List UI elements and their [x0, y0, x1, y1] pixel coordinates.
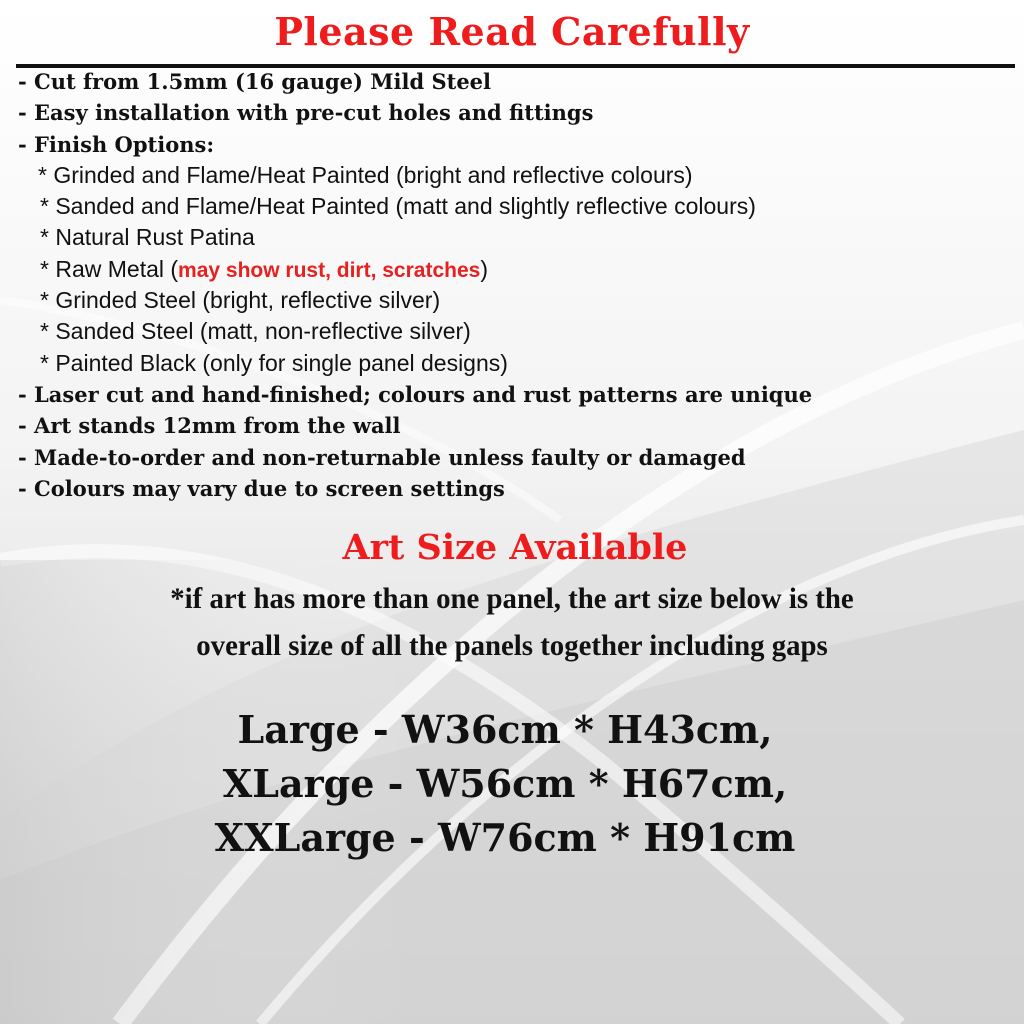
- finish-option-item: * Sanded and Flame/Heat Painted (matt and slightly reflective colours): [40, 193, 756, 220]
- panel-size-note-line: overall size of all the panels together including gaps: [196, 629, 828, 662]
- size-large: Large - W36cm * H43cm,: [237, 707, 773, 752]
- feature-material: - Cut from 1.5mm (16 gauge) Mild Steel: [18, 69, 492, 94]
- finish-option-item: * Painted Black (only for single panel designs): [40, 349, 508, 376]
- sizes-title: Art Size Available: [342, 527, 688, 568]
- size-list: [0, 703, 1010, 865]
- finish-option-raw-metal: [18, 254, 1018, 285]
- finish-option-text: * Raw Metal (: [40, 255, 179, 282]
- size-xlarge: XLarge - W56cm * H67cm,: [222, 761, 788, 806]
- raw-metal-warning: may show rust, dirt, scratches: [178, 258, 481, 282]
- feature-returns: - Made-to-order and non-returnable unless faulty or damaged: [18, 444, 746, 470]
- feature-installation: - Easy installation with pre-cut holes and fittings: [18, 100, 594, 126]
- finish-option-item: * Grinded Steel (bright, reflective silver): [40, 287, 441, 314]
- finish-option-item: * Sanded Steel (matt, non-reflective silver): [40, 318, 471, 345]
- feature-wall-offset: - Art stands 12mm from the wall: [18, 413, 401, 439]
- feature-handmade: - Laser cut and hand-finished; colours and rust patterns are unique: [18, 381, 813, 407]
- panel-size-note-line: *if art has more than one panel, the art size below is the: [170, 582, 854, 615]
- feature-list: [18, 66, 1018, 504]
- finish-option-text: ): [480, 255, 488, 282]
- finish-option-item: * Natural Rust Patina: [40, 224, 255, 251]
- panel-size-note: [20, 575, 1003, 669]
- finish-option-item: * Grinded and Flame/Heat Painted (bright and reflective colours): [38, 161, 693, 188]
- feature-colour-note: - Colours may vary due to screen settings: [18, 475, 505, 501]
- page-title: Please Read Carefully: [274, 9, 750, 54]
- feature-finish-options: - Finish Options:: [18, 131, 215, 157]
- size-xxlarge: XXLarge - W76cm * H91cm: [214, 815, 796, 860]
